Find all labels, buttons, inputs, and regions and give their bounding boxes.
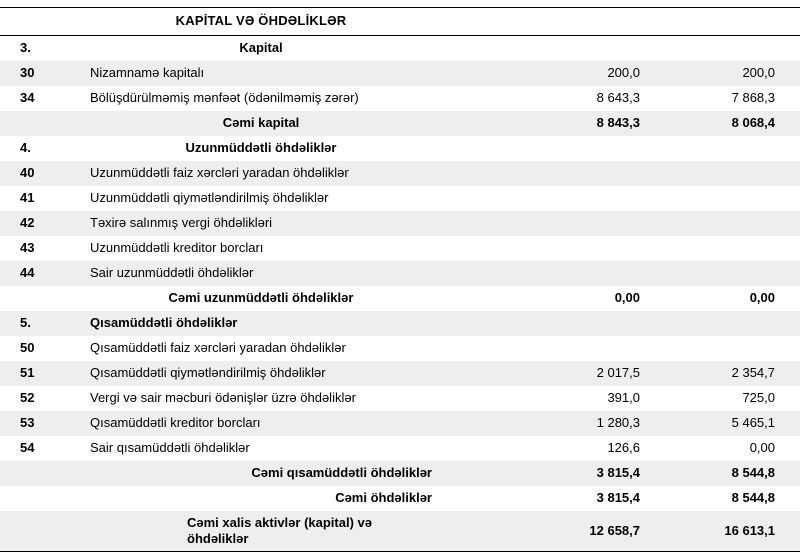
row-label: Bölüşdürülməmiş mənfəət (ödənilməmiş zərər) (90, 90, 359, 106)
table-row (0, 136, 800, 161)
row-value-1: 2 017,5 (596, 365, 640, 381)
row-value-2: 2 354,7 (731, 365, 775, 381)
row-value-2: 5 465,1 (731, 415, 775, 431)
row-value-2: 8 544,8 (731, 465, 775, 481)
table-row (0, 511, 800, 551)
row-label: Qısamüddətli qiymətləndirilmiş öhdəliklər (90, 365, 326, 381)
table-row (0, 86, 800, 111)
row-value-2: 16 613,1 (724, 522, 775, 538)
row-value-2: 8 544,8 (731, 490, 775, 506)
row-code: 44 (20, 265, 35, 281)
row-value-1: 126,6 (607, 440, 640, 456)
row-value-1: 8 843,3 (596, 115, 640, 131)
row-value-1: 8 643,3 (596, 90, 640, 106)
row-label: Cəmi qısamüddətli öhdəliklər (251, 465, 432, 481)
row-label-text: Cəmi xalis aktivlər (kapital) və öhdəliklər (187, 514, 372, 546)
row-label: Cəmi öhdəliklər (335, 490, 432, 506)
row-value-1: 3 815,4 (596, 490, 640, 506)
row-label: Uzunmüddətli faiz xərcləri yaradan öhdəliklər (90, 165, 349, 181)
balance-sheet-table (0, 7, 800, 552)
row-value-1: 0,00 (614, 290, 640, 306)
table-row (0, 161, 800, 186)
row-label (90, 515, 440, 548)
row-code: 30 (20, 65, 35, 81)
row-value-2: 0,00 (749, 290, 775, 306)
row-code: 53 (20, 415, 35, 431)
row-value-2: 8 068,4 (731, 115, 775, 131)
row-label: Qısamüddətli faiz xərcləri yaradan öhdəliklər (90, 340, 346, 356)
row-label: Uzunmüddətli öhdəliklər (185, 140, 337, 156)
row-label: Vergi və sair məcburi ödənişlər üzrə öhdəliklər (90, 390, 356, 406)
row-label: Cəmi uzunmüddətli öhdəliklər (168, 290, 354, 306)
row-value-2: 725,0 (742, 390, 775, 406)
row-code: 42 (20, 215, 35, 231)
table-row (0, 461, 800, 486)
row-code: 43 (20, 240, 35, 256)
table-row (0, 361, 800, 386)
row-value-1: 1 280,3 (596, 415, 640, 431)
table-row (0, 186, 800, 211)
row-label: Qısamüddətli kreditor borcları (90, 415, 261, 431)
row-label: Sair uzunmüddətli öhdəliklər (90, 265, 254, 281)
table-row (0, 236, 800, 261)
table-row (0, 336, 800, 361)
row-label: Uzunmüddətli qiymətləndirilmiş öhdəliklər (90, 190, 329, 206)
table-row (0, 36, 800, 61)
table-row (0, 486, 800, 511)
row-value-2: 7 868,3 (731, 90, 775, 106)
row-code: 50 (20, 340, 35, 356)
row-code: 41 (20, 190, 35, 206)
row-value-1: 12 658,7 (589, 522, 640, 538)
row-label: Kapital (239, 40, 283, 56)
table-row (0, 411, 800, 436)
table-row (0, 8, 800, 36)
table-row (0, 211, 800, 236)
row-code: 54 (20, 440, 35, 456)
row-code: 3. (20, 40, 31, 56)
row-code: 52 (20, 390, 35, 406)
table-row (0, 311, 800, 336)
row-code: 34 (20, 90, 35, 106)
row-code: 51 (20, 365, 35, 381)
row-value-1: 3 815,4 (596, 465, 640, 481)
statement-title: KAPİTAL VƏ ÖHDƏLİKLƏR (175, 13, 347, 29)
row-code: 40 (20, 165, 35, 181)
row-label: Təxirə salınmış vergi öhdəlikləri (90, 215, 273, 231)
table-row (0, 261, 800, 286)
table-row (0, 286, 800, 311)
row-label: Sair qısamüddətli öhdəliklər (90, 440, 250, 456)
row-value-2: 0,00 (749, 440, 775, 456)
row-label: Qısamüddətli öhdəliklər (90, 315, 238, 331)
table-row (0, 436, 800, 461)
row-label: Uzunmüddətli kreditor borcları (90, 240, 264, 256)
table-row (0, 386, 800, 411)
row-value-1: 391,0 (607, 390, 640, 406)
row-value-1: 200,0 (607, 65, 640, 81)
table-row (0, 61, 800, 86)
row-label: Cəmi kapital (222, 115, 300, 131)
row-label: Nizamnamə kapitalı (90, 65, 205, 81)
row-code: 5. (20, 315, 31, 331)
row-value-2: 200,0 (742, 65, 775, 81)
row-code: 4. (20, 140, 31, 156)
table-row (0, 111, 800, 136)
